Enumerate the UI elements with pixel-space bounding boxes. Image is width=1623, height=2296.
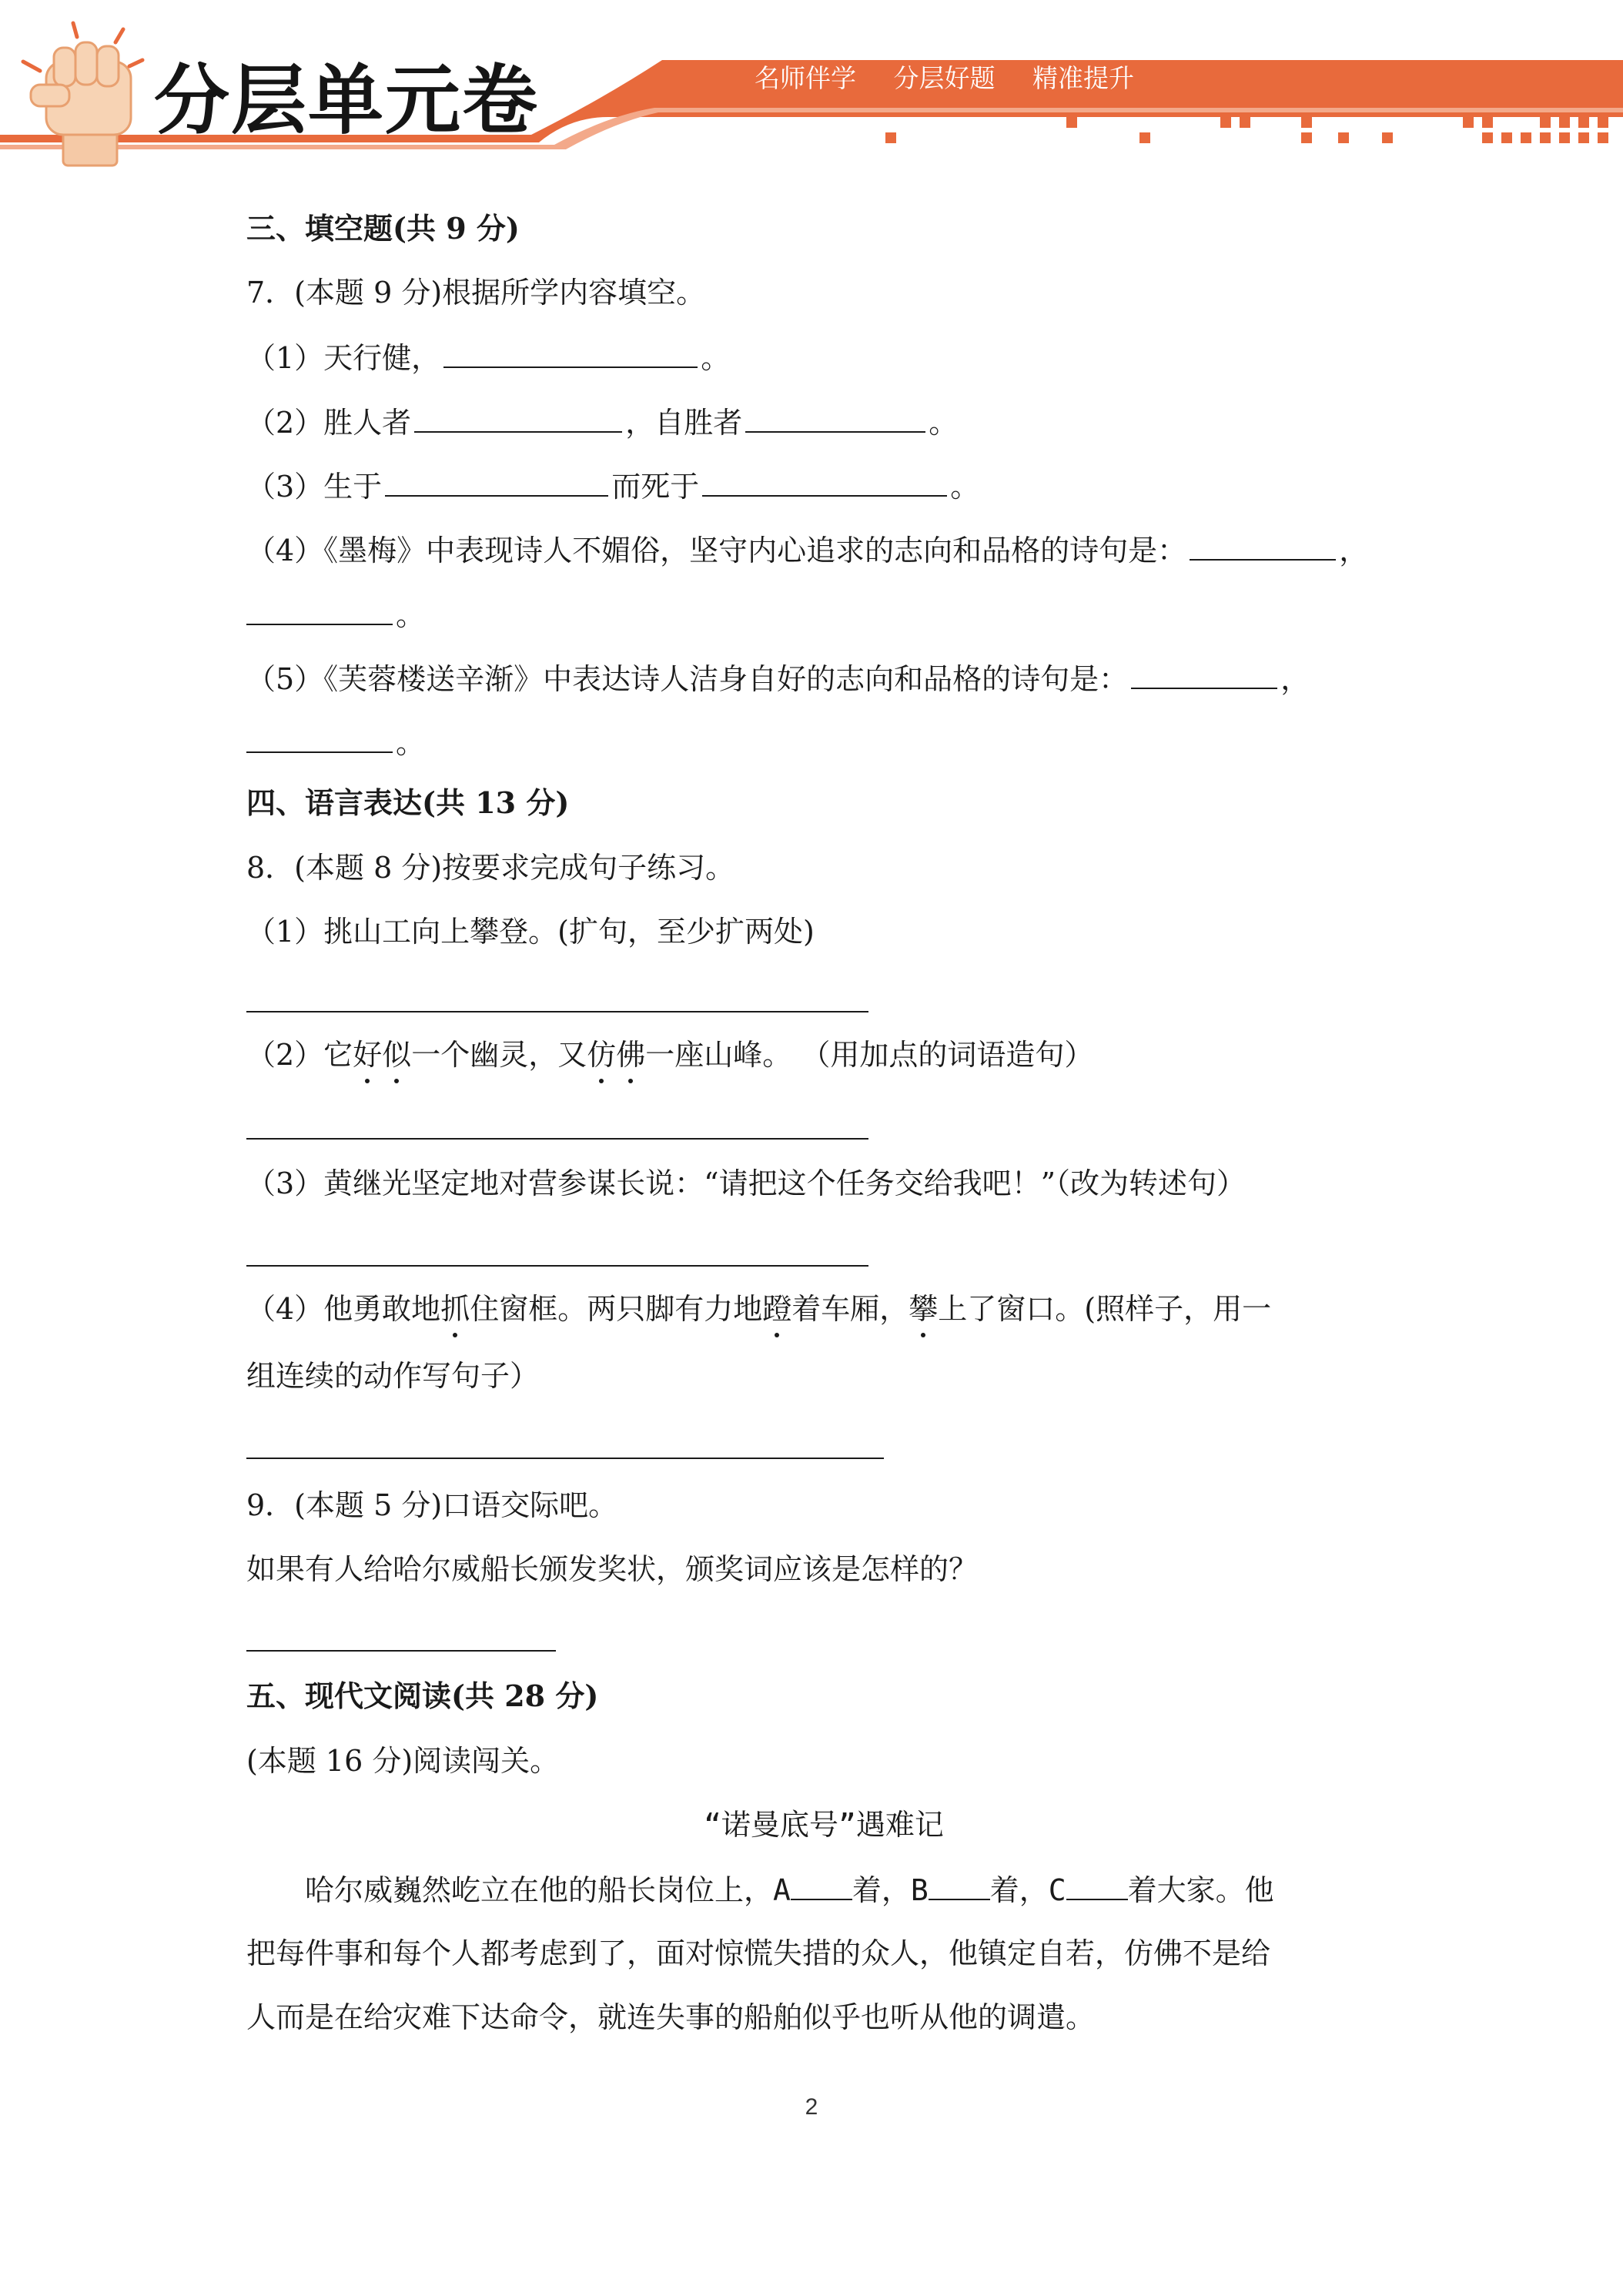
dotted-char: 好 xyxy=(353,1036,382,1074)
answer-blank[interactable] xyxy=(1066,1869,1128,1900)
answer-blank[interactable] xyxy=(929,1869,990,1900)
q7-item-5-cont xyxy=(246,722,1401,762)
q7-item-2-end: 。 xyxy=(929,406,959,440)
answer-blank[interactable] xyxy=(1190,530,1336,561)
dotted-char: 攀 xyxy=(909,1290,938,1328)
decorative-squares xyxy=(885,117,1608,143)
q7-item-2-text: （2）胜人者 xyxy=(246,406,412,440)
page-header xyxy=(0,0,1623,177)
q8-stem: 8．(本题 8 分)按要求完成句子练习。 xyxy=(246,851,735,885)
story-line-2: 把每件事和每个人都考虑到了，面对惊慌失措的众人，他镇定自若，仿佛不是给 xyxy=(246,1936,1271,1970)
q7-item-4-cont xyxy=(246,594,1401,634)
story-line-1 xyxy=(246,1869,1460,1909)
dotted-char: 仿 xyxy=(587,1036,616,1074)
q8-item-4-b: 住窗框。两只脚有力地 xyxy=(470,1292,763,1326)
story-text-a: 哈尔威巍然屹立在他的船长岗位上，A xyxy=(305,1873,791,1907)
section-4-heading: 四、语言表达(共 13 分) xyxy=(246,785,570,820)
story-line-3: 人而是在给灾难下达命令，就连失事的船舶似乎也听从他的调遣。 xyxy=(246,2000,1096,2034)
q8-item-4-cont: 组连续的动作写句子） xyxy=(246,1359,540,1393)
q7-item-4 xyxy=(246,530,1401,570)
slogan-2: 分层好题 xyxy=(893,63,996,93)
q7-item-3-mid: 而死于 xyxy=(611,470,700,504)
q7-item-5 xyxy=(246,658,1401,698)
reading-intro: (本题 16 分)阅读闯关。 xyxy=(246,1744,560,1778)
q8-item-4-a: （4）他勇敢地 xyxy=(246,1292,441,1326)
answer-line[interactable] xyxy=(246,1265,868,1267)
dotted-char: 抓 xyxy=(440,1290,470,1328)
section-3-heading: 三、填空题(共 9 分) xyxy=(246,211,520,246)
q8-item-3: （3）黄继光坚定地对营参谋长说：“请把这个任务交给我吧！”（改为转述句） xyxy=(246,1166,1247,1200)
q7-item-1-end: 。 xyxy=(701,341,731,375)
q8-item-1: （1）挑山工向上攀登。(扩句，至少扩两处) xyxy=(246,915,815,949)
brand-title: 分层单元卷 xyxy=(154,57,540,145)
answer-blank[interactable] xyxy=(385,466,608,497)
dotted-char: 似 xyxy=(382,1036,411,1074)
story-title: “诺曼底号”遇难记 xyxy=(704,1808,944,1842)
q8-item-2-c: 一座山峰。 （用加点的词语造句） xyxy=(645,1038,1094,1072)
answer-blank[interactable] xyxy=(443,337,698,368)
dotted-char: 佛 xyxy=(616,1036,645,1074)
section-5-heading: 五、现代文阅读(共 28 分) xyxy=(246,1678,599,1713)
story-text-c: 着，C xyxy=(989,1873,1066,1907)
q7-item-1-text: （1）天行健， xyxy=(246,341,441,375)
q9-question: 如果有人给哈尔威船长颁发奖状，颁奖词应该是怎样的？ xyxy=(246,1552,979,1586)
story-text-d: 着大家。他 xyxy=(1127,1873,1274,1907)
q7-item-5-mid: ， xyxy=(1280,662,1310,696)
slogan-3: 精准提升 xyxy=(1032,63,1134,93)
answer-blank[interactable] xyxy=(414,402,622,433)
q7-stem: 7．(本题 9 分)根据所学内容填空。 xyxy=(246,276,706,310)
fist-icon xyxy=(23,23,142,166)
answer-line[interactable] xyxy=(246,1138,868,1140)
q8-item-2-a: （2）它 xyxy=(246,1038,353,1072)
q7-item-2-mid: ，自胜者 xyxy=(625,406,743,440)
slogan-1: 名师伴学 xyxy=(755,63,856,93)
header-slogans xyxy=(755,59,1163,95)
q8-item-2-b: 一个幽灵，又 xyxy=(411,1038,587,1072)
q8-item-4-c: 着车厢， xyxy=(791,1292,909,1326)
q7-item-2 xyxy=(246,402,1401,442)
q7-item-5-end: 。 xyxy=(396,726,426,760)
answer-blank[interactable] xyxy=(246,722,393,753)
q8-item-4-e: 上了窗口。(照样子，用一 xyxy=(938,1292,1272,1326)
q7-item-5-text: （5）《芙蓉楼送辛渐》中表达诗人洁身自好的志向和品格的诗句是： xyxy=(246,662,1129,696)
q7-item-4-text: （4）《墨梅》中表现诗人不媚俗，坚守内心追求的志向和品格的诗句是： xyxy=(246,534,1187,567)
answer-blank[interactable] xyxy=(791,1869,852,1900)
answer-blank[interactable] xyxy=(745,402,925,433)
q8-item-4 xyxy=(246,1290,1401,1328)
page-number: 2 xyxy=(805,2094,818,2120)
answer-line[interactable] xyxy=(246,1650,556,1652)
q7-item-3-text: （3）生于 xyxy=(246,470,383,504)
answer-line[interactable] xyxy=(246,1458,884,1459)
answer-blank[interactable] xyxy=(1131,658,1277,689)
q7-item-4-mid: ， xyxy=(1339,534,1369,567)
q9-stem: 9．(本题 5 分)口语交际吧。 xyxy=(246,1488,618,1522)
answer-blank[interactable] xyxy=(246,594,393,625)
q7-item-3-end: 。 xyxy=(950,470,980,504)
answer-line[interactable] xyxy=(246,1011,868,1012)
q7-item-4-end: 。 xyxy=(396,598,426,632)
q7-item-1 xyxy=(246,337,1401,377)
dotted-char: 蹬 xyxy=(762,1290,791,1328)
answer-blank[interactable] xyxy=(702,466,947,497)
story-text-b: 着，B xyxy=(852,1873,929,1907)
q7-item-3 xyxy=(246,466,1401,506)
q8-item-2 xyxy=(246,1036,1401,1074)
